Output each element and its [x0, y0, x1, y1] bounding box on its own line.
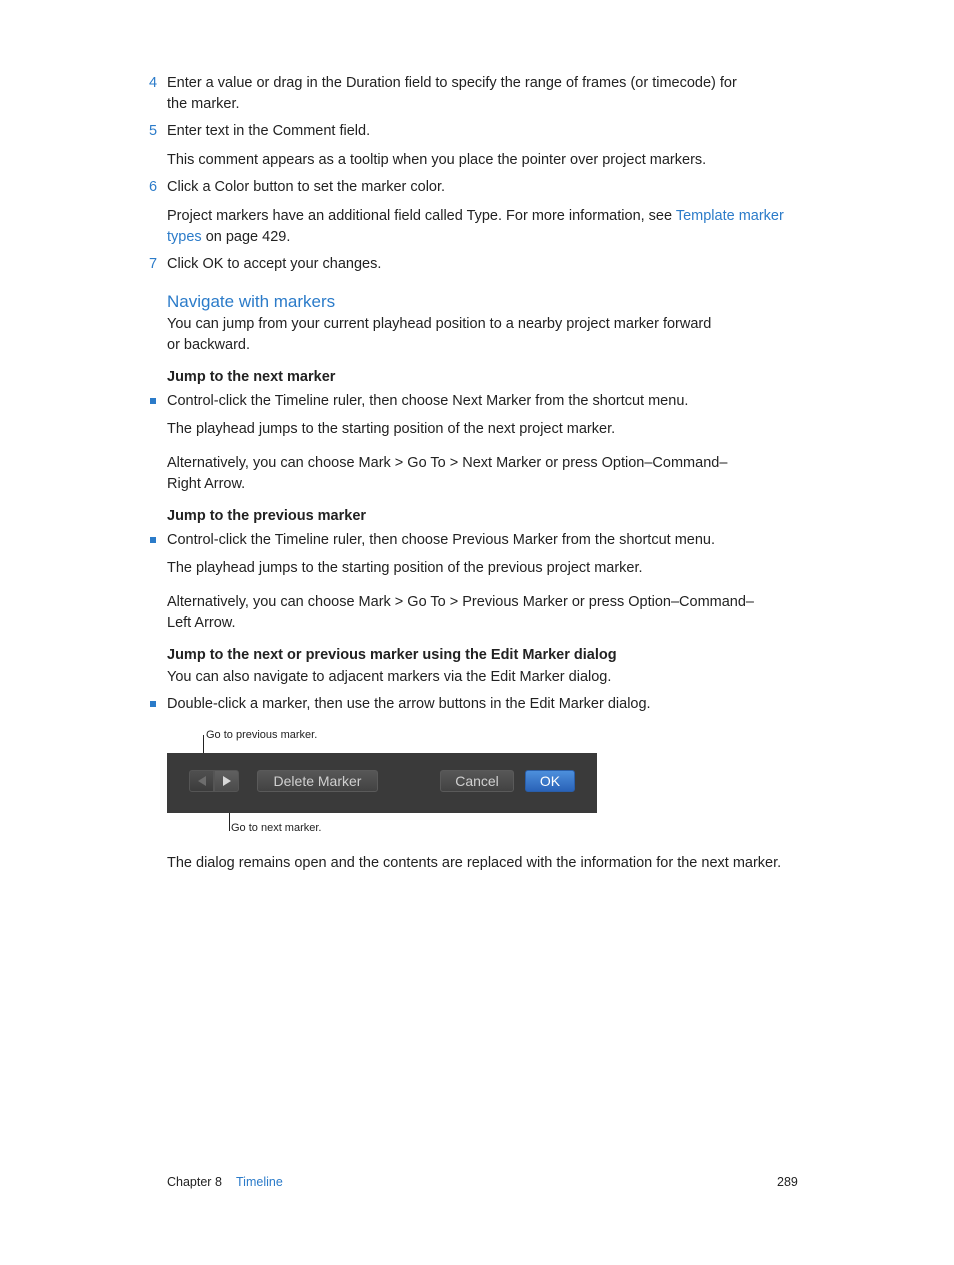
template-marker-link[interactable]: Template marker: [675, 208, 784, 224]
delete-marker-button[interactable]: Delete Marker: [257, 770, 378, 792]
step-text: Enter text in the Comment field.: [167, 123, 371, 139]
subheading-previous-marker: Jump to the previous marker: [167, 508, 367, 524]
page-number: 289: [777, 1175, 798, 1189]
section-title: Navigate with markers: [167, 292, 336, 311]
step-text: Click a Color button to set the marker color.: [167, 179, 446, 195]
triangle-left-icon: [198, 776, 206, 786]
alternative-text: Left Arrow.: [167, 615, 236, 631]
step-text: the marker.: [167, 96, 240, 112]
step-note: types on page 429.: [167, 229, 291, 245]
callout-next-marker: Go to next marker.: [231, 822, 322, 834]
step-number: 6: [149, 179, 158, 195]
cancel-button[interactable]: Cancel: [440, 770, 514, 792]
step-note: Project markers have an additional field called Type. For more information, see Template marker: [167, 208, 784, 224]
callout-previous-marker: Go to previous marker.: [206, 729, 318, 741]
section-intro: or backward.: [167, 337, 251, 353]
subheading-edit-marker-dialog: Jump to the next or previous marker using the Edit Marker dialog: [167, 647, 617, 663]
section-intro: You can jump from your current playhead position to a nearby project marker forward: [167, 316, 712, 332]
template-marker-types-link[interactable]: types: [167, 229, 202, 245]
footer-chapter-title[interactable]: Timeline: [236, 1175, 283, 1189]
step-number: 5: [149, 123, 158, 139]
step-number: 7: [149, 256, 158, 272]
bullet-text: Control-click the Timeline ruler, then choose Previous Marker from the shortcut menu.: [167, 532, 716, 548]
result-text: The playhead jumps to the starting position of the previous project marker.: [167, 560, 643, 576]
footer-chapter: Chapter 8: [167, 1175, 222, 1189]
marker-nav-arrows: [189, 770, 241, 792]
edit-marker-dialog-buttons: [167, 753, 597, 813]
next-marker-button[interactable]: [214, 770, 239, 792]
step-text: Click OK to accept your changes.: [167, 256, 382, 272]
bullet-text: Double-click a marker, then use the arrow buttons in the Edit Marker dialog.: [167, 696, 651, 712]
dialog-intro: You can also navigate to adjacent markers via the Edit Marker dialog.: [167, 669, 612, 685]
bullet-text: Control-click the Timeline ruler, then choose Next Marker from the shortcut menu.: [167, 393, 689, 409]
result-text: The playhead jumps to the starting position of the next project marker.: [167, 421, 616, 437]
triangle-right-icon: [223, 776, 231, 786]
ok-button[interactable]: OK: [525, 770, 575, 792]
previous-marker-button[interactable]: [189, 770, 214, 792]
alternative-text: Right Arrow.: [167, 476, 246, 492]
step-text: Enter a value or drag in the Duration field to specify the range of frames (or timecode) for: [167, 75, 737, 91]
bullet-icon: [150, 701, 156, 707]
alternative-text: Alternatively, you can choose Mark > Go To > Previous Marker or press Option–Command–: [167, 594, 754, 610]
bullet-icon: [150, 537, 156, 543]
step-number: 4: [149, 75, 158, 91]
step-note: This comment appears as a tooltip when you place the pointer over project markers.: [167, 152, 707, 168]
closing-text: The dialog remains open and the contents are replaced with the information for the next marker.: [167, 855, 782, 871]
subheading-next-marker: Jump to the next marker: [167, 369, 336, 385]
alternative-text: Alternatively, you can choose Mark > Go To > Next Marker or press Option–Command–: [167, 455, 728, 471]
bullet-icon: [150, 398, 156, 404]
